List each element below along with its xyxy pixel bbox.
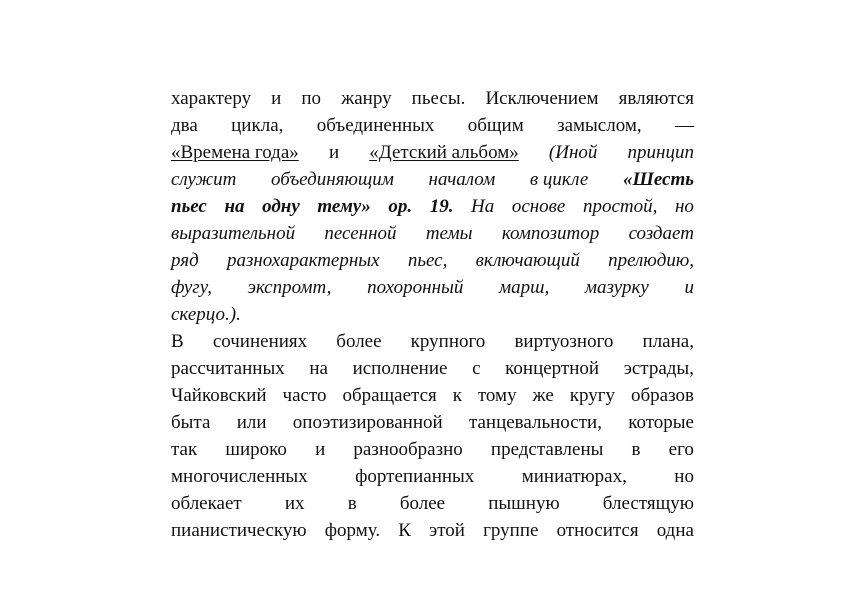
word: часто: [282, 385, 327, 406]
word: разнообразно: [353, 439, 463, 460]
word: обращается: [342, 385, 437, 406]
text-line: [171, 220, 694, 247]
word: их: [284, 493, 305, 514]
body-text: [171, 85, 694, 544]
word: —: [674, 115, 694, 136]
word: в: [631, 439, 641, 460]
word: к: [452, 385, 462, 406]
word: пьесы.: [411, 88, 466, 109]
text-line: [171, 166, 694, 193]
word: пышную: [488, 493, 560, 514]
word: форму.: [324, 520, 381, 541]
word: плана,: [642, 331, 694, 352]
word: этой: [429, 520, 465, 541]
word: ор.: [388, 196, 413, 217]
word: замыслом,: [557, 115, 642, 136]
word: Чайковский: [171, 385, 267, 406]
word: включающий: [475, 250, 580, 271]
word: пьес,: [407, 250, 448, 271]
text-line: [171, 274, 694, 301]
word: экспромт,: [247, 277, 332, 298]
text-line: [171, 436, 694, 463]
text-line: [171, 85, 694, 112]
word: же: [532, 385, 554, 406]
word: но: [674, 196, 694, 217]
word: выразительной: [171, 223, 296, 244]
word: «Шесть: [622, 169, 694, 190]
word: 19.: [429, 196, 454, 217]
word: марш,: [499, 277, 550, 298]
word: более: [399, 493, 446, 514]
word: цикла,: [231, 115, 284, 136]
word: сочинениях: [212, 331, 308, 352]
word: общим: [467, 115, 524, 136]
word: в: [347, 493, 357, 514]
word: тому: [477, 385, 517, 406]
word: образов: [630, 385, 694, 406]
word: группе: [483, 520, 539, 541]
word: пианистическую: [171, 520, 307, 541]
word: началом: [428, 169, 496, 190]
word: мазурку: [584, 277, 649, 298]
word: концертной: [505, 358, 600, 379]
word: песенной: [324, 223, 397, 244]
word: два: [171, 115, 198, 136]
word: жанру: [341, 88, 392, 109]
word: фортепианных: [355, 466, 475, 487]
link-vremena-goda[interactable]: «Времена года»: [171, 142, 299, 163]
text-line: [171, 355, 694, 382]
word: одну: [262, 196, 300, 217]
word: композитор: [501, 223, 600, 244]
word: исполнение: [352, 358, 448, 379]
word: Исключением: [485, 88, 599, 109]
text-line: [171, 139, 694, 166]
word: служит: [171, 169, 237, 190]
word: одна: [656, 520, 694, 541]
word: объединенных: [316, 115, 435, 136]
word: его: [668, 439, 694, 460]
word: основе: [511, 196, 566, 217]
word: в цикле: [529, 169, 589, 190]
text-line: [171, 382, 694, 409]
word: облекает: [171, 493, 242, 514]
word: принцип: [627, 142, 694, 163]
word: и: [684, 277, 694, 298]
word: или: [236, 412, 267, 433]
word: кругу: [569, 385, 616, 406]
word: пьес: [171, 196, 207, 217]
word: миниатюрах,: [521, 466, 627, 487]
word: более: [336, 331, 382, 352]
word: скерцо.).: [171, 304, 241, 325]
word: крупного: [410, 331, 486, 352]
word: танцевальности,: [468, 412, 602, 433]
word: прелюдию,: [608, 250, 694, 271]
word: и: [328, 142, 340, 163]
text-line: [171, 490, 694, 517]
word: по: [301, 88, 322, 109]
word: фугу,: [171, 277, 212, 298]
word: темы: [425, 223, 473, 244]
word: относится: [556, 520, 639, 541]
word: но: [674, 466, 694, 487]
word: и: [271, 88, 282, 109]
word: тему»: [317, 196, 371, 217]
word: В: [171, 331, 184, 352]
word: с: [472, 358, 481, 379]
word: так: [171, 439, 198, 460]
word: создает: [628, 223, 694, 244]
word: характеру: [171, 88, 252, 109]
word: блестящую: [602, 493, 694, 514]
link-detskiy-albom[interactable]: «Детский альбом»: [369, 142, 519, 163]
text-line: [171, 301, 694, 328]
word: разнохарактерных: [226, 250, 380, 271]
word: опоэтизированной: [292, 412, 443, 433]
word: быта: [171, 412, 211, 433]
text-line: [171, 193, 694, 220]
text-line: [171, 112, 694, 139]
word: и: [315, 439, 326, 460]
word: эстрады,: [623, 358, 694, 379]
word: на: [309, 358, 328, 379]
text-line: [171, 517, 694, 544]
text-line: [171, 409, 694, 436]
word: виртуозного: [514, 331, 614, 352]
word: простой,: [582, 196, 658, 217]
text-line: [171, 247, 694, 274]
text-line: [171, 328, 694, 355]
text-line: [171, 463, 694, 490]
word: похоронный: [367, 277, 464, 298]
word: являются: [618, 88, 694, 109]
word: рассчитанных: [171, 358, 285, 379]
word: представлены: [490, 439, 604, 460]
word: ряд: [171, 250, 199, 271]
word: К: [398, 520, 411, 541]
word: на: [224, 196, 245, 217]
word: На: [471, 196, 495, 217]
word: широко: [225, 439, 287, 460]
word: многочисленных: [171, 466, 308, 487]
word: объединяющим: [270, 169, 394, 190]
word: которые: [628, 412, 694, 433]
word: (Иной: [548, 142, 598, 163]
